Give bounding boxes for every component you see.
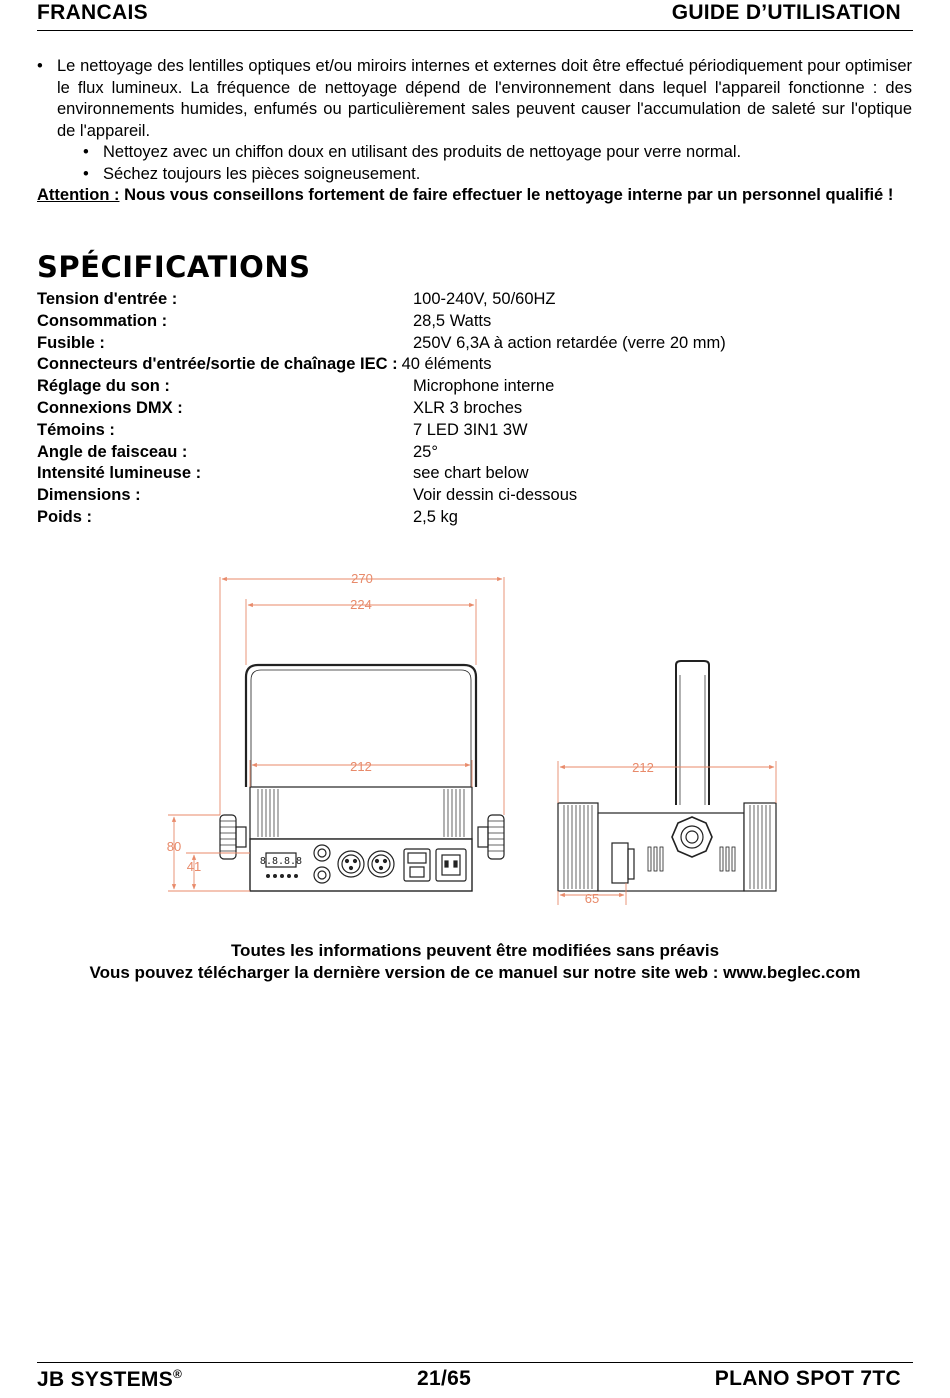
dim-label: 65: [584, 891, 600, 905]
cleaning-sub-item: • Nettoyez avec un chiffon doux en utilisant des produits de nettoyage pour verre normal.: [37, 142, 912, 164]
attention-note: [37, 185, 912, 207]
page-number: 21/65: [417, 1367, 472, 1390]
dim-label: 212: [350, 759, 372, 774]
cleaning-sub-item: • Séchez toujours les pièces soigneusement.: [37, 164, 912, 186]
spec-label: Dimensions :: [37, 486, 141, 505]
spec-value: Microphone interne: [413, 377, 555, 396]
spec-value: Voir dessin ci-dessous: [413, 486, 578, 505]
dim-label: 270: [351, 571, 373, 586]
side-view: [558, 661, 776, 891]
spec-value: 100-240V, 50/60HZ: [413, 290, 556, 308]
brand-name: JB SYSTEMS: [37, 1368, 174, 1391]
spec-row: [37, 420, 912, 442]
cleaning-section: [37, 56, 912, 207]
spec-value: 28,5 Watts: [413, 311, 492, 330]
header-language: FRANCAIS: [37, 1, 148, 24]
spec-row: [37, 507, 912, 529]
spec-row: [37, 376, 912, 398]
display-digits: 8.8.8.8: [259, 856, 303, 867]
footer-model: PLANO SPOT 7TC: [714, 1367, 901, 1390]
spec-row: [37, 333, 912, 355]
specifications-title: SPÉCIFICATIONS: [37, 250, 311, 284]
spec-row: [37, 442, 912, 464]
attention-text: Nous vous conseillons fortement de faire effectuer le nettoyage interne par un personnel qualifié !: [119, 186, 894, 204]
spec-label: Connecteurs d'entrée/sortie de chaînage IEC :: [37, 355, 398, 374]
dim-label: 41: [186, 859, 202, 874]
spec-label: Angle de faisceau :: [37, 442, 188, 461]
notice-line: Vous pouvez télécharger la dernière version de ce manuel sur notre site web : www.beglec.com: [89, 962, 861, 982]
cleaning-paragraph: • Le nettoyage des lentilles optiques et/ou miroirs internes et externes doit être effectué périodiquement pour optimiser le flux lumineux. La fréquence de nettoyage dépend de l'environnement dans lequel l'appareil fonctionne : des environnements humides, enfumés ou particulièrement sales peuvent causer l'accumulation de saleté sur l'optique de l'appareil.: [37, 56, 912, 142]
page-footer: [37, 1362, 913, 1398]
header-guide-title: GUIDE D’UTILISATION: [671, 1, 901, 24]
front-view: [220, 665, 504, 891]
spec-value: 7 LED 3IN1 3W: [413, 420, 528, 439]
spec-label: Tension d'entrée :: [37, 290, 178, 308]
spec-label: Intensité lumineuse :: [37, 464, 202, 483]
spec-value: 2,5 kg: [413, 507, 458, 526]
spec-value: XLR 3 broches: [413, 398, 523, 417]
registered-mark: ®: [173, 1367, 183, 1381]
footer-brand: [37, 1367, 182, 1392]
notice: [0, 940, 950, 983]
dim-label: 212: [632, 760, 654, 775]
dim-label: 224: [350, 597, 372, 612]
page-header: [37, 0, 913, 31]
spec-label: Poids :: [37, 507, 93, 526]
spec-label: Consommation :: [37, 311, 168, 330]
spec-row: [37, 289, 912, 311]
spec-row: [37, 398, 912, 420]
dimension-drawing: [160, 565, 800, 905]
spec-value: 250V 6,3A à action retardée (verre 20 mm): [413, 333, 726, 352]
spec-value: 25°: [413, 442, 438, 461]
spec-label: Fusible :: [37, 333, 105, 352]
spec-row: [37, 463, 912, 485]
attention-label: Attention :: [37, 186, 120, 204]
spec-row: [37, 354, 912, 376]
spec-value: see chart below: [413, 464, 529, 483]
spec-label: Réglage du son :: [37, 377, 170, 396]
spec-label: Témoins :: [37, 420, 115, 439]
notice-line: Toutes les informations peuvent être modifiées sans préavis: [230, 941, 720, 960]
spec-value: 40 éléments: [401, 355, 492, 374]
spec-label: Connexions DMX :: [37, 398, 183, 417]
spec-row: [37, 311, 912, 333]
spec-row: [37, 485, 912, 507]
dim-label: 80: [166, 839, 182, 854]
specifications-table: [37, 289, 912, 529]
